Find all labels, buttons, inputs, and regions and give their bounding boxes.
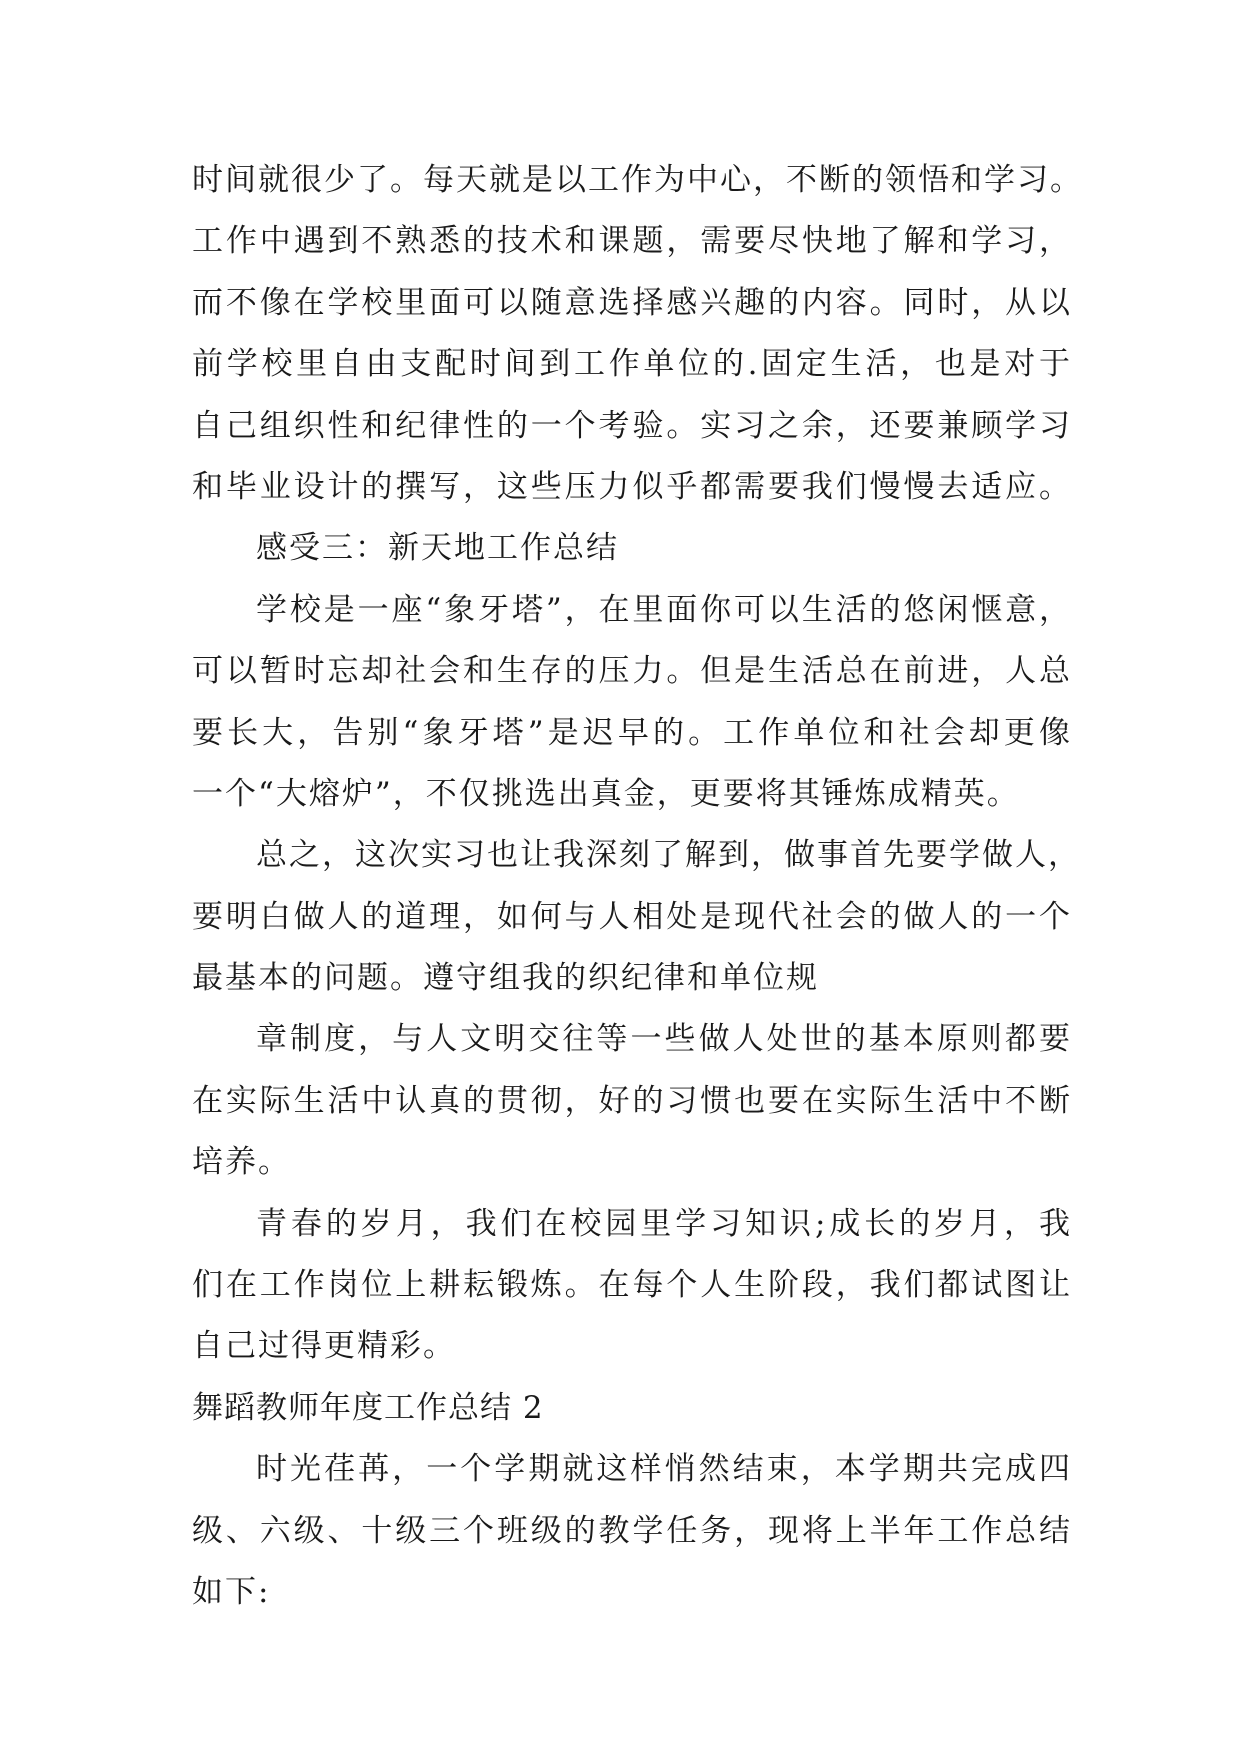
text-line: 培养。 xyxy=(192,1144,291,1181)
text-line: 要明白做人的道理，如何与人相处是现代社会的做人的一个 xyxy=(192,898,1072,935)
text-line: 级、六级、十级三个班级的教学任务，现将上半年工作总结 xyxy=(192,1512,1072,1549)
article-title: 舞蹈教师年度工作总结 2 xyxy=(192,1389,544,1426)
text-line: 如下: xyxy=(192,1573,271,1610)
text-line: 们在工作岗位上耕耘锻炼。在每个人生阶段，我们都试图让 xyxy=(192,1267,1072,1304)
text-line: 学校是一座“象牙塔”，在里面你可以生活的悠闲惬意， xyxy=(256,591,1072,628)
text-line: 而不像在学校里面可以随意选择感兴趣的内容。同时，从以 xyxy=(192,284,1072,321)
text-line: 自己过得更精彩。 xyxy=(192,1328,456,1365)
text-line: 最基本的问题。遵守组我的织纪律和单位规 xyxy=(192,960,819,997)
text-line: 在实际生活中认真的贯彻，好的习惯也要在实际生活中不断 xyxy=(192,1082,1072,1119)
text-line: 前学校里自由支配时间到工作单位的.固定生活，也是对于 xyxy=(192,346,1072,383)
text-line: 青春的岁月，我们在校园里学习知识;成长的岁月，我 xyxy=(256,1205,1072,1242)
text-line: 自己组织性和纪律性的一个考验。实习之余，还要兼顾学习 xyxy=(192,407,1072,444)
text-line: 可以暂时忘却社会和生存的压力。但是生活总在前进，人总 xyxy=(192,653,1072,690)
text-line: 和毕业设计的撰写，这些压力似乎都需要我们慢慢去适应。 xyxy=(192,468,1072,505)
text-line: 一个“大熔炉”，不仅挑选出真金，更要将其锤炼成精英。 xyxy=(192,775,1020,812)
text-line: 要长大，告别“象牙塔”是迟早的。工作单位和社会却更像 xyxy=(192,714,1072,751)
section-heading: 感受三：新天地工作总结 xyxy=(256,530,619,567)
text-line: 章制度，与人文明交往等一些做人处世的基本原则都要 xyxy=(256,1021,1072,1058)
text-line: 时间就很少了。每天就是以工作为中心，不断的领悟和学习。 xyxy=(192,162,1083,198)
text-line: 工作中遇到不熟悉的技术和课题，需要尽快地了解和学习， xyxy=(192,223,1072,260)
text-line: 时光荏苒，一个学期就这样悄然结束，本学期共完成四 xyxy=(256,1451,1072,1488)
document-body xyxy=(192,150,1083,1623)
text-line: 总之，这次实习也让我深刻了解到，做事首先要学做人， xyxy=(256,837,1081,874)
